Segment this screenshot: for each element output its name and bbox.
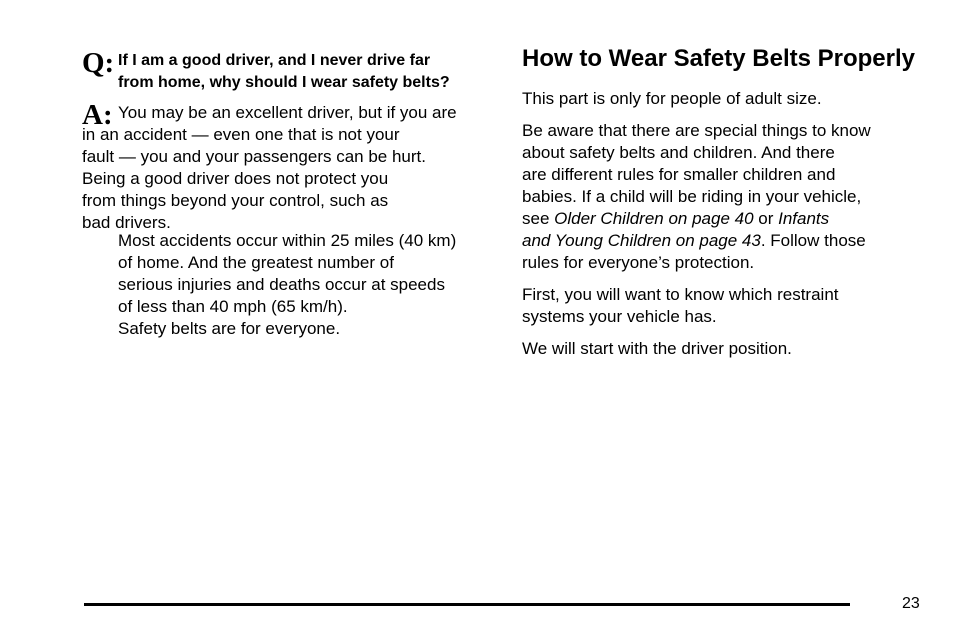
paragraph-line: Most accidents occur within 25 miles (40 km) — [118, 231, 457, 250]
paragraph-line: rules for everyone’s protection. — [522, 253, 755, 272]
section-paragraph-driver — [522, 338, 922, 360]
answer-paragraph-everyone — [118, 318, 518, 340]
paragraph-line: of less than 40 mph (65 km/h). — [118, 297, 348, 316]
answer-block — [82, 100, 502, 234]
footer-rule — [84, 603, 850, 606]
section-safety-belts — [522, 44, 922, 370]
paragraph-line: about safety belts and children. And there — [522, 143, 835, 162]
answer-line: bad drivers. — [82, 213, 171, 232]
question-block — [82, 48, 502, 94]
question-line: If I am a good driver, and I never drive far — [118, 52, 431, 69]
paragraph-line — [522, 208, 922, 230]
question-text — [118, 48, 502, 94]
answer-line: Being a good driver does not protect you — [82, 169, 389, 188]
xref-older-children-link[interactable]: Older Children on page 40 — [554, 209, 754, 228]
page-number: 23 — [902, 595, 920, 612]
answer-line: fault — you and your passengers can be hurt. — [82, 147, 426, 166]
paragraph-line: Safety belts are for everyone. — [118, 319, 341, 338]
question-line: from home, why should I wear safety belts? — [118, 74, 450, 91]
answer-line: in an accident — even one that is not your — [82, 125, 400, 144]
xref-young-children-link[interactable]: and Young Children on page 43 — [522, 231, 761, 250]
section-heading: How to Wear Safety Belts Properly — [522, 45, 915, 72]
paragraph-line: First, you will want to know which restraint — [522, 285, 839, 304]
paragraph-line: Be aware that there are special things to know — [522, 121, 871, 140]
paragraph-line: babies. If a child will be riding in your vehicle, — [522, 187, 862, 206]
paragraph-line: We will start with the driver position. — [522, 339, 792, 358]
section-paragraph-children — [522, 120, 922, 274]
paragraph-line — [522, 230, 922, 252]
answer-continuation — [82, 124, 502, 234]
answer-marker: A: — [82, 99, 113, 131]
answer-first-line — [118, 100, 502, 124]
answer-line: from things beyond your control, such as — [82, 191, 389, 210]
text-fragment: . Follow those — [760, 231, 866, 250]
paragraph-line: serious injuries and deaths occur at speeds — [118, 275, 445, 294]
paragraph-line: are different rules for smaller children and — [522, 165, 836, 184]
text-fragment: or — [753, 209, 779, 228]
paragraph-line: This part is only for people of adult size. — [522, 89, 822, 108]
section-paragraph-restraint — [522, 284, 922, 328]
paragraph-line: systems your vehicle has. — [522, 307, 717, 326]
xref-infants-link[interactable]: Infants — [778, 209, 830, 228]
text-fragment: see — [522, 209, 555, 228]
question-marker: Q: — [82, 47, 115, 79]
section-paragraph-adult — [522, 88, 922, 110]
answer-line: You may be an excellent driver, but if you are — [118, 103, 457, 122]
paragraph-line: of home. And the greatest number of — [118, 253, 394, 272]
answer-paragraph-accidents — [118, 230, 518, 318]
